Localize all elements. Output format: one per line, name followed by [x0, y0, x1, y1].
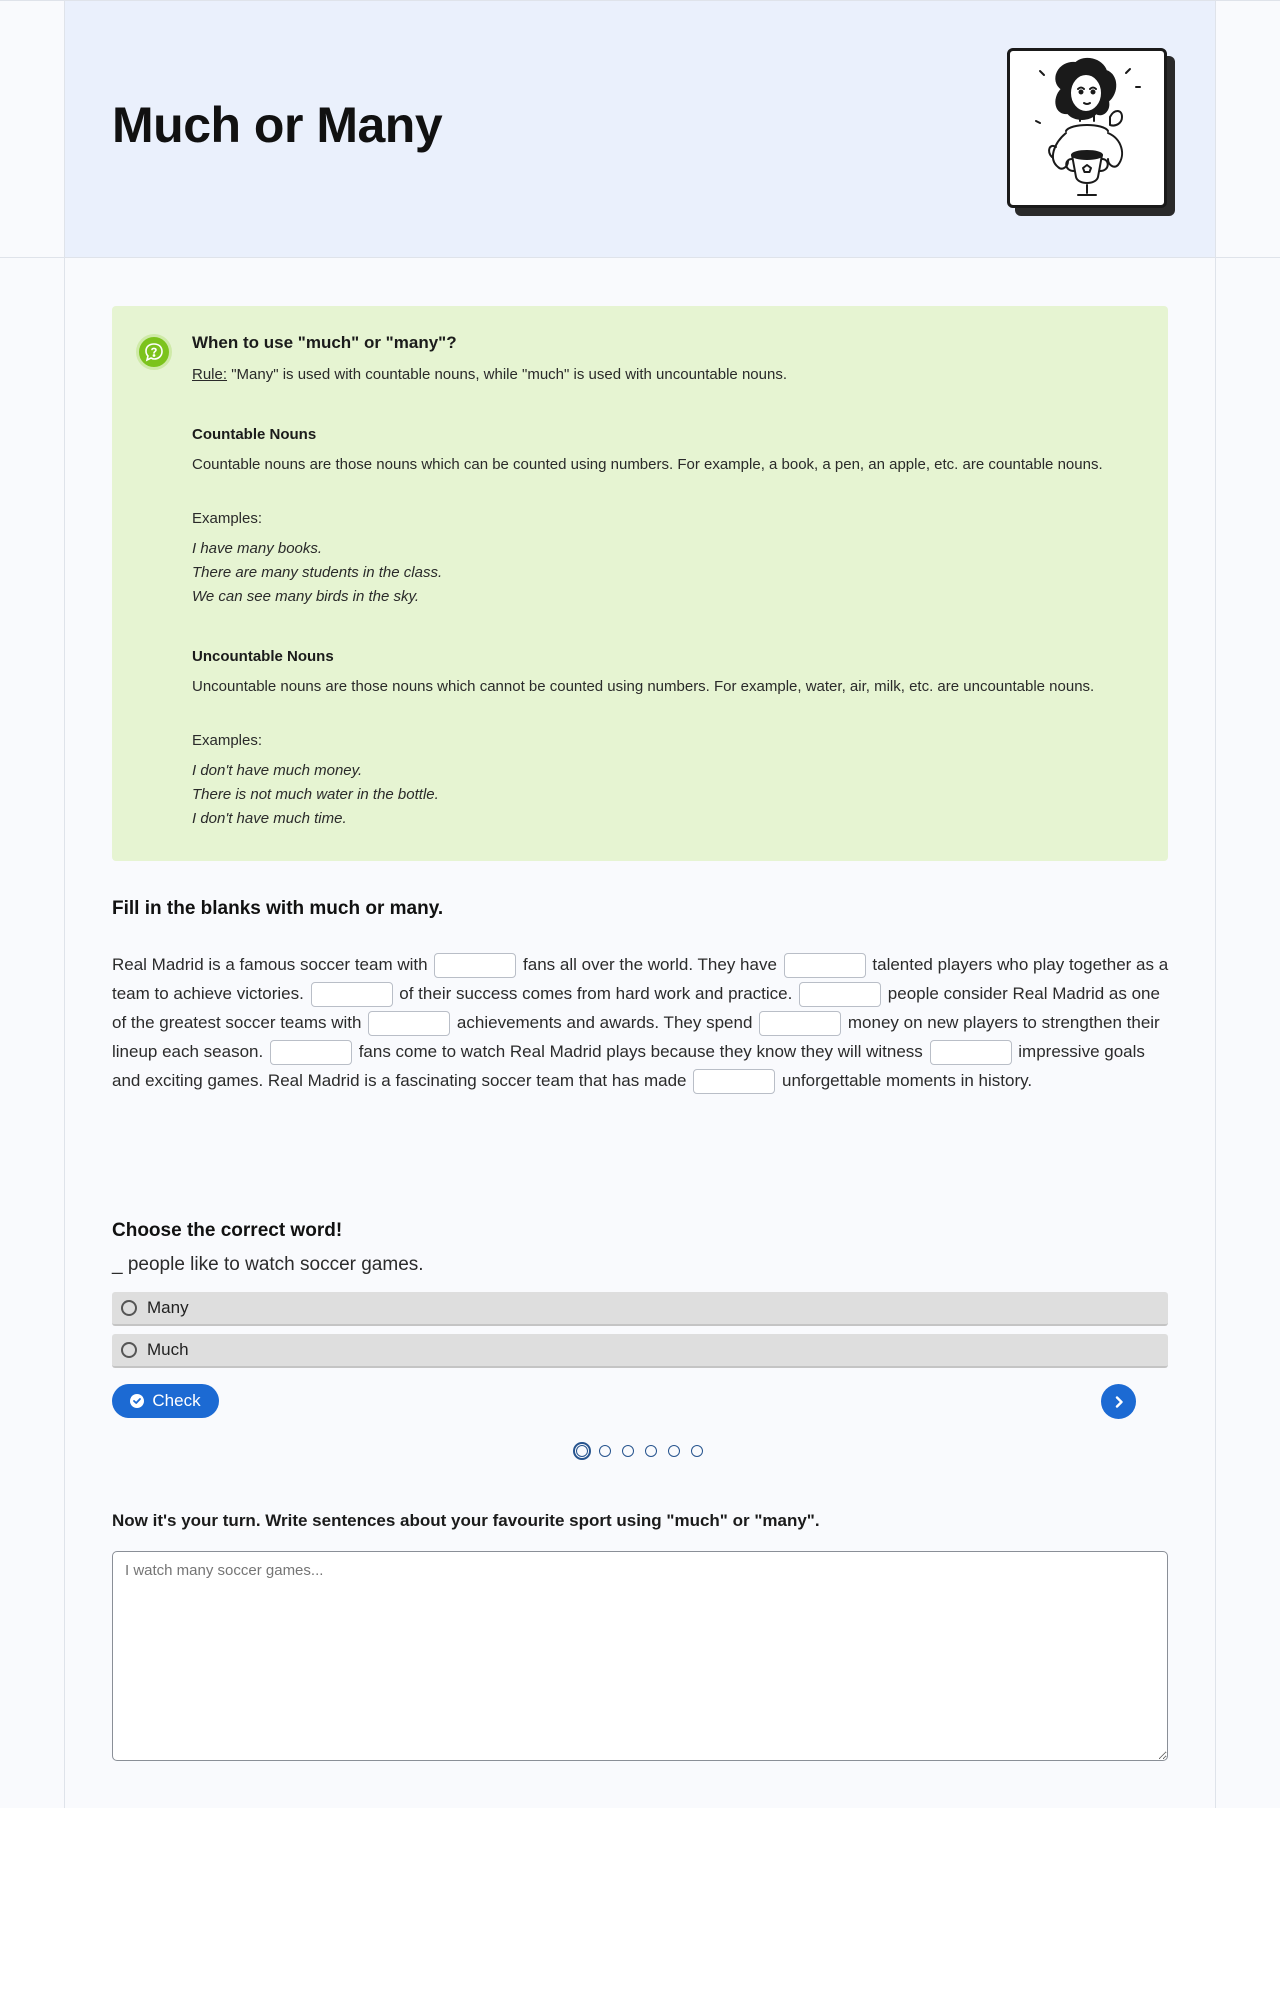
rule-text: "Many" is used with countable nouns, while "much" is used with uncountable nouns. — [227, 366, 787, 383]
column-guide-right — [1215, 0, 1216, 1808]
rule-label: Rule: — [192, 366, 228, 383]
page-dot-5[interactable] — [668, 1445, 680, 1457]
text-segment: achievements and awards. They spend — [456, 1013, 753, 1032]
quiz-pagination — [573, 1441, 714, 1461]
countable-examples — [192, 537, 442, 609]
text-segment: fans come to watch Real Madrid plays because they know they will witness — [358, 1042, 923, 1061]
uncountable-examples-label: Examples: — [192, 732, 263, 749]
text-segment: impressive goals and exciting games. Real Madrid is a fascinating soccer team that has made — [112, 1042, 1145, 1090]
uncountable-examples — [192, 759, 439, 831]
radio-button[interactable] — [121, 1300, 137, 1316]
page-dot-1-current[interactable] — [573, 1442, 591, 1460]
question-bubble-icon — [136, 334, 172, 370]
text-segment: Real Madrid is a famous soccer team with — [112, 955, 428, 974]
blank-input-2[interactable] — [784, 953, 866, 978]
quiz-option-much[interactable] — [112, 1334, 1168, 1368]
example-sentence: I don't have much money. — [192, 762, 363, 779]
example-sentence: I have many books. — [192, 540, 323, 557]
check-button[interactable] — [112, 1384, 219, 1418]
radio-button[interactable] — [121, 1342, 137, 1358]
blank-input-5[interactable] — [368, 1011, 450, 1036]
countable-examples-label: Examples: — [192, 510, 263, 527]
page-dot-6[interactable] — [691, 1445, 703, 1457]
text-segment: fans all over the world. They have — [523, 955, 777, 974]
option-label: Many — [147, 1298, 189, 1317]
example-sentence: We can see many birds in the sky. — [192, 588, 420, 605]
quiz-option-many[interactable] — [112, 1292, 1168, 1326]
text-segment: unforgettable moments in history. — [781, 1071, 1033, 1090]
text-segment: of their success comes from hard work and practice. — [399, 984, 793, 1003]
blank-input-6[interactable] — [759, 1011, 841, 1036]
example-sentence: I don't have much time. — [192, 810, 347, 827]
example-sentence: There are many students in the class. — [192, 564, 443, 581]
option-label: Much — [147, 1340, 189, 1359]
writing-prompt: Now it's your turn. Write sentences about your favourite sport using "much" or "many". — [112, 1511, 820, 1530]
countable-heading: Countable Nouns — [192, 426, 317, 443]
example-sentence: There is not much water in the bottle. — [192, 786, 439, 803]
quiz-title: Choose the correct word! — [112, 1220, 343, 1241]
next-question-button[interactable] — [1101, 1384, 1136, 1419]
woman-with-trophy-illustration — [1007, 48, 1167, 208]
blank-input-7[interactable] — [270, 1040, 352, 1065]
rule-title: When to use "much" or "many"? — [192, 333, 457, 352]
page-dot-3[interactable] — [622, 1445, 634, 1457]
check-button-label: Check — [152, 1391, 201, 1410]
column-guide-left — [64, 0, 65, 1808]
quiz-question: _ people like to watch soccer games. — [112, 1254, 424, 1275]
blank-input-8[interactable] — [930, 1040, 1012, 1065]
countable-description: Countable nouns are those nouns which can be counted using numbers. For example, a book, a pen, an apple, etc. are countable nouns. — [192, 456, 1103, 473]
page-dot-2[interactable] — [599, 1445, 611, 1457]
chevron-right-icon — [1112, 1395, 1126, 1409]
uncountable-description: Uncountable nouns are those nouns which cannot be counted using numbers. For example, water, air, milk, etc. are uncountable nouns. — [192, 678, 1095, 695]
rule-statement — [192, 366, 787, 383]
page-dot-4[interactable] — [645, 1445, 657, 1457]
text-segment: talented players who play together as a team to achieve victories. — [112, 955, 1169, 1003]
check-circle-icon — [130, 1394, 144, 1408]
text-segment: money on new players to strengthen their lineup each season. — [112, 1013, 1160, 1061]
blank-input-4[interactable] — [799, 982, 881, 1007]
text-segment: people consider Real Madrid as one of the greatest soccer teams with — [112, 984, 1160, 1032]
blank-input-1[interactable] — [434, 953, 516, 978]
page-title: Much or Many — [112, 97, 443, 153]
writing-textarea[interactable] — [112, 1551, 1168, 1761]
uncountable-heading: Uncountable Nouns — [192, 648, 334, 665]
blank-input-3[interactable] — [311, 982, 393, 1007]
fill-exercise-paragraph — [112, 950, 1172, 1095]
fill-exercise-title: Fill in the blanks with much or many. — [112, 898, 444, 919]
blank-input-9[interactable] — [693, 1069, 775, 1094]
